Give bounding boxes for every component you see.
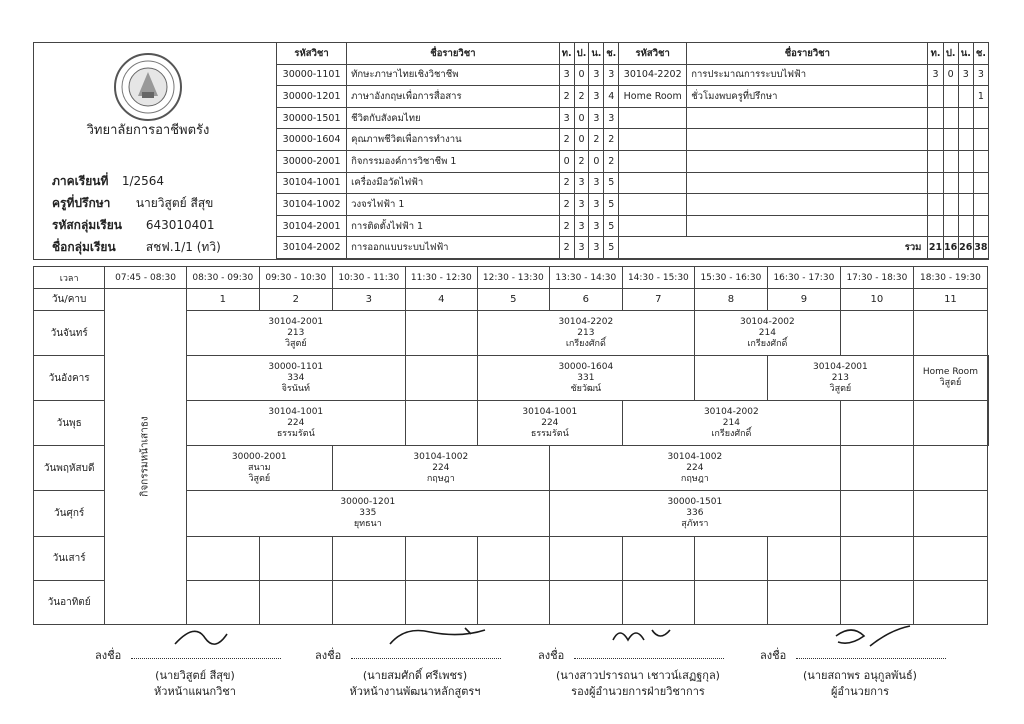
course-n: 3 [589, 64, 604, 86]
slot-code: Home Room [922, 367, 978, 377]
signature-block [538, 620, 738, 700]
signature-block [760, 620, 960, 700]
period-cell: 1 [186, 289, 259, 311]
total-label: รวม [619, 237, 928, 259]
signature-prefix: ลงชื่อ [538, 649, 565, 662]
time-cell: 12:30 - 13:30 [477, 267, 549, 289]
course-n: 3 [589, 194, 604, 216]
empty-slot [913, 401, 987, 446]
course-table-header [277, 43, 989, 65]
course-p [943, 107, 958, 129]
course-n [958, 150, 973, 172]
day-label: วันศุกร์ [34, 491, 105, 537]
morning-activity: กิจกรรมหน้าเสาธง [140, 416, 152, 497]
signature-prefix: ลงชื่อ [95, 649, 122, 662]
day-label: วันพฤหัสบดี [34, 446, 105, 491]
slot-code: 30104-1002 [413, 451, 469, 462]
course-c: 4 [604, 86, 619, 108]
signature-block [315, 620, 515, 700]
time-cell: 09:30 - 10:30 [259, 267, 332, 289]
course-t: 2 [559, 215, 574, 237]
empty-slot [840, 311, 913, 356]
course-row [277, 107, 989, 129]
course-name: กิจกรรมองค์การวิชาชีพ 1 [347, 150, 560, 172]
course-p: 3 [574, 194, 589, 216]
course-code [619, 150, 687, 172]
slot-room: 213 [831, 372, 849, 383]
course-p [943, 129, 958, 151]
period-cell: 8 [694, 289, 767, 311]
slot-code: 30104-2001 [268, 316, 324, 327]
course-code [619, 215, 687, 237]
col-name: ชื่อรายวิชา [347, 43, 560, 65]
course-code: 30000-1201 [277, 86, 347, 108]
col-t: ท. [928, 43, 943, 65]
course-name [687, 150, 928, 172]
slot-room: 224 [686, 462, 704, 473]
class-slot [186, 491, 549, 537]
signature-title: หัวหน้าแผนกวิชา [154, 685, 236, 698]
time-cell: 10:30 - 11:30 [332, 267, 405, 289]
course-c: 5 [604, 215, 619, 237]
class-slot [549, 446, 840, 491]
class-slot [913, 356, 987, 401]
course-p: 0 [943, 64, 958, 86]
empty-slot [622, 537, 694, 581]
course-name: เครื่องมือวัดไฟฟ้า [347, 172, 560, 194]
slot-room: 224 [287, 417, 305, 428]
empty-slot [988, 401, 989, 446]
course-c: 5 [604, 172, 619, 194]
class-slot [332, 446, 549, 491]
course-name: วงจรไฟฟ้า 1 [347, 194, 560, 216]
course-c: 3 [604, 107, 619, 129]
course-n [958, 86, 973, 108]
period-cell: 6 [549, 289, 622, 311]
slot-code: 30104-2002 [703, 406, 759, 417]
signature-name: (นายสถาพร อนุกูลพันธ์) [803, 669, 917, 682]
course-n: 3 [958, 64, 973, 86]
slot-room: สนาม [247, 462, 271, 473]
course-t: 3 [559, 107, 574, 129]
empty-slot [477, 537, 549, 581]
info-row-group-name: ชื่อกลุ่มเรียน สชฟ.1/1 (ทวิ) [52, 240, 221, 254]
slot-code: 30104-2002 [739, 316, 795, 327]
course-n [958, 172, 973, 194]
course-name [687, 107, 928, 129]
slot-room: 336 [686, 508, 704, 518]
course-t [928, 194, 943, 216]
empty-slot [694, 581, 767, 625]
info-row-semester: ภาคเรียนที่ 1/2564 [52, 174, 165, 188]
slot-code: 30104-1001 [268, 406, 324, 417]
course-c [973, 150, 988, 172]
schedule-table [33, 266, 989, 625]
course-n: 3 [589, 237, 604, 259]
time-cell: 13:30 - 14:30 [549, 267, 622, 289]
slot-room: 214 [722, 417, 740, 428]
period-cell: 4 [405, 289, 477, 311]
course-name: ชีวิตกับสังคมไทย [347, 107, 560, 129]
day-label: วันอาทิตย์ [34, 581, 105, 625]
slot-teacher: จิรนันท์ [281, 383, 310, 394]
slot-teacher: ชัยวัฒน์ [570, 383, 602, 394]
course-code: 30000-1101 [277, 64, 347, 86]
course-p [943, 194, 958, 216]
slot-teacher: ยุทธนา [353, 519, 382, 529]
course-name [687, 129, 928, 151]
course-p: 3 [574, 172, 589, 194]
class-slot [549, 491, 840, 537]
course-name: ภาษาอังกฤษเพื่อการสื่อสาร [347, 86, 560, 108]
course-n: 3 [589, 107, 604, 129]
col-n: น. [589, 43, 604, 65]
signature-prefix: ลงชื่อ [760, 649, 787, 662]
time-cell: 17:30 - 18:30 [840, 267, 913, 289]
course-code: Home Room [619, 86, 687, 108]
course-name: การประมาณการระบบไฟฟ้า [687, 64, 928, 86]
empty-slot [840, 491, 913, 537]
period-cell: 5 [477, 289, 549, 311]
course-c: 1 [973, 86, 988, 108]
course-name [687, 172, 928, 194]
course-t: 2 [559, 172, 574, 194]
period-cell: 10 [840, 289, 913, 311]
course-c: 3 [973, 64, 988, 86]
col-name: ชื่อรายวิชา [687, 43, 928, 65]
empty-slot [988, 356, 989, 401]
course-row [277, 129, 989, 151]
time-cell: 07:45 - 08:30 [105, 267, 186, 289]
course-name [687, 215, 928, 237]
course-row [277, 215, 989, 237]
period-cell: 11 [913, 289, 987, 311]
empty-slot [549, 581, 622, 625]
class-slot [622, 401, 840, 446]
empty-slot [767, 537, 840, 581]
handwritten-signature-icon [830, 624, 940, 658]
course-name: ทักษะภาษาไทยเชิงวิชาชีพ [347, 64, 560, 86]
course-p: 2 [574, 86, 589, 108]
slot-code: 30000-1101 [268, 361, 324, 372]
empty-slot [913, 311, 987, 356]
time-label: เวลา [34, 267, 105, 289]
empty-slot [477, 581, 549, 625]
slot-room: 224 [541, 417, 559, 428]
period-label: วัน/คาบ [34, 289, 105, 311]
info-block [52, 172, 277, 260]
col-code: รหัสวิชา [619, 43, 687, 65]
signature-line [131, 658, 281, 659]
course-n: 3 [589, 172, 604, 194]
day-label: วันพุธ [34, 401, 105, 446]
signature-line [796, 658, 946, 659]
col-c: ช. [973, 43, 988, 65]
slot-code: 30104-1001 [522, 406, 578, 417]
course-t: 3 [928, 64, 943, 86]
course-p: 0 [574, 129, 589, 151]
period-cell: 2 [259, 289, 332, 311]
slot-room: 331 [577, 372, 595, 383]
course-t: 2 [559, 194, 574, 216]
class-slot [186, 311, 405, 356]
time-cell: 16:30 - 17:30 [767, 267, 840, 289]
slot-teacher: วิสูตย์ [248, 473, 271, 484]
course-t [928, 150, 943, 172]
handwritten-signature-icon [608, 624, 718, 658]
course-t: 3 [559, 64, 574, 86]
handwritten-signature-icon [385, 624, 495, 658]
slot-teacher: เกรียงศักดิ์ [711, 428, 752, 439]
morning-activity-cell [105, 289, 186, 625]
total-t: 21 [928, 237, 943, 259]
col-code: รหัสวิชา [277, 43, 347, 65]
time-row [34, 267, 989, 289]
signature-prefix: ลงชื่อ [315, 649, 342, 662]
course-n [958, 194, 973, 216]
period-row [34, 289, 989, 311]
course-row [277, 150, 989, 172]
course-p: 0 [574, 64, 589, 86]
course-name: การติดตั้งไฟฟ้า 1 [347, 215, 560, 237]
slot-code: 30104-1002 [667, 451, 723, 462]
course-t: 2 [559, 129, 574, 151]
college-name: วิทยาลัยการอาชีพตรัง [86, 123, 210, 138]
empty-slot [186, 537, 259, 581]
empty-slot [840, 401, 913, 446]
course-c: 2 [604, 129, 619, 151]
course-code [619, 129, 687, 151]
period-cell: 9 [767, 289, 840, 311]
slot-room: 213 [577, 327, 595, 338]
course-code: 30000-1501 [277, 107, 347, 129]
course-t [928, 215, 943, 237]
course-p: 3 [574, 215, 589, 237]
info-row-group-code: รหัสกลุ่มเรียน 643010401 [52, 218, 215, 232]
class-slot [767, 356, 913, 401]
period-cell: 3 [332, 289, 405, 311]
course-name: คุณภาพชีวิตเพื่อการทำงาน [347, 129, 560, 151]
slot-teacher: เกรียงศักดิ์ [565, 338, 606, 349]
course-p: 0 [574, 107, 589, 129]
slot-room: 214 [758, 327, 776, 338]
course-n: 0 [589, 150, 604, 172]
time-cell: 08:30 - 09:30 [186, 267, 259, 289]
course-c [973, 107, 988, 129]
total-p: 16 [943, 237, 958, 259]
course-code: 30000-1604 [277, 129, 347, 151]
course-c: 3 [604, 64, 619, 86]
signature-name: (นางสาวปรารถนา เชาวน์เสฏฐกุล) [556, 669, 720, 682]
empty-slot [840, 537, 913, 581]
course-table [276, 42, 989, 259]
course-row [277, 194, 989, 216]
col-c: ช. [604, 43, 619, 65]
empty-slot [259, 581, 332, 625]
course-row [277, 172, 989, 194]
course-row [277, 86, 989, 108]
class-slot [694, 311, 840, 356]
col-t: ท. [559, 43, 574, 65]
time-cell: 14:30 - 15:30 [622, 267, 694, 289]
slot-teacher: ธรรมรัตน์ [276, 428, 315, 439]
empty-slot [332, 581, 405, 625]
slot-code: 30000-2001 [231, 451, 287, 462]
day-label: วันจันทร์ [34, 311, 105, 356]
signature-title: ผู้อำนวยการ [830, 685, 890, 698]
slot-room: 335 [359, 508, 377, 518]
course-p: 3 [574, 237, 589, 259]
signature-line [351, 658, 501, 659]
slot-code: 30000-1201 [340, 497, 396, 507]
empty-slot [694, 537, 767, 581]
college-seal-icon [113, 52, 183, 122]
course-row [277, 64, 989, 86]
slot-teacher: วิสูตย์ [829, 383, 852, 394]
course-c [973, 129, 988, 151]
empty-slot [694, 356, 767, 401]
class-slot [186, 401, 405, 446]
day-label: วันอังคาร [34, 356, 105, 401]
course-n [958, 107, 973, 129]
empty-slot [913, 581, 987, 625]
slot-code: 30000-1604 [558, 361, 614, 372]
empty-slot [259, 537, 332, 581]
course-p [943, 150, 958, 172]
course-name: การออกแบบระบบไฟฟ้า [347, 237, 560, 259]
day-label: วันเสาร์ [34, 537, 105, 581]
course-c: 2 [604, 150, 619, 172]
empty-slot [767, 581, 840, 625]
slot-teacher: เกรียงศักดิ์ [747, 338, 788, 349]
empty-slot [332, 537, 405, 581]
course-p: 2 [574, 150, 589, 172]
slot-teacher: ธรรมรัตน์ [530, 428, 569, 439]
course-code [619, 194, 687, 216]
slot-room: 213 [287, 327, 305, 338]
empty-slot [405, 311, 477, 356]
course-code: 30000-2001 [277, 150, 347, 172]
course-n: 2 [589, 129, 604, 151]
course-t: 0 [559, 150, 574, 172]
slot-teacher: กฤษฎา [426, 473, 455, 484]
class-slot [477, 356, 694, 401]
course-c [973, 215, 988, 237]
course-code: 30104-2202 [619, 64, 687, 86]
course-c: 5 [604, 237, 619, 259]
empty-slot [913, 446, 987, 491]
slot-teacher: กฤษฎา [680, 473, 709, 484]
class-slot [186, 356, 405, 401]
course-n [958, 129, 973, 151]
signature-title: รองผู้อำนวยการฝ่ายวิชาการ [571, 685, 705, 698]
col-n: น. [958, 43, 973, 65]
course-c [973, 172, 988, 194]
period-cell: 7 [622, 289, 694, 311]
class-slot [186, 446, 332, 491]
empty-slot [405, 356, 477, 401]
signature-title: หัวหน้างานพัฒนาหลักสูตรฯ [349, 685, 481, 698]
slot-teacher: วิสูตย์ [939, 378, 962, 388]
empty-slot [186, 581, 259, 625]
course-code: 30104-1002 [277, 194, 347, 216]
class-slot [477, 311, 694, 356]
signature-name: (นายวิสูตย์ สีสุข) [155, 669, 235, 682]
slot-teacher: สุภัทรา [681, 519, 709, 529]
time-cell: 18:30 - 19:30 [913, 267, 987, 289]
total-c: 38 [973, 237, 988, 259]
course-code: 30104-2001 [277, 215, 347, 237]
slot-code: 30000-1501 [667, 497, 723, 507]
empty-slot [405, 537, 477, 581]
slot-room: 224 [432, 462, 450, 473]
course-p [943, 172, 958, 194]
col-p: ป. [943, 43, 958, 65]
course-c [973, 194, 988, 216]
signature-block [95, 620, 295, 700]
info-row-advisor: ครูที่ปรึกษา นายวิสูตย์ สีสุข [52, 196, 214, 210]
signature-name: (นายสมศักดิ์ ศรีเพชร) [362, 669, 468, 682]
signature-line [574, 658, 724, 659]
course-p [943, 215, 958, 237]
course-n [958, 215, 973, 237]
course-code: 30104-2002 [277, 237, 347, 259]
slot-teacher: วิสูตย์ [284, 338, 307, 349]
course-t [928, 107, 943, 129]
course-p [943, 86, 958, 108]
empty-slot [913, 537, 987, 581]
empty-slot [405, 401, 477, 446]
slot-code: 30104-2202 [558, 316, 614, 327]
course-code [619, 172, 687, 194]
col-p: ป. [574, 43, 589, 65]
time-cell: 11:30 - 12:30 [405, 267, 477, 289]
course-t: 2 [559, 86, 574, 108]
empty-slot [549, 537, 622, 581]
time-cell: 15:30 - 16:30 [694, 267, 767, 289]
course-n: 3 [589, 215, 604, 237]
course-t [928, 86, 943, 108]
empty-slot [622, 581, 694, 625]
empty-slot [913, 491, 987, 537]
course-c: 5 [604, 194, 619, 216]
course-name [687, 194, 928, 216]
total-n: 26 [958, 237, 973, 259]
handwritten-signature-icon [165, 624, 275, 658]
course-t [928, 172, 943, 194]
course-name: ชั่วโมงพบครูที่ปรึกษา [687, 86, 928, 108]
course-code [619, 107, 687, 129]
course-row [277, 237, 989, 259]
course-t: 2 [559, 237, 574, 259]
slot-code: 30104-2001 [812, 361, 868, 372]
empty-slot [840, 446, 913, 491]
empty-slot [405, 581, 477, 625]
slot-room: 334 [287, 372, 305, 383]
empty-slot [840, 581, 913, 625]
course-t [928, 129, 943, 151]
class-slot [477, 401, 622, 446]
course-n: 3 [589, 86, 604, 108]
course-code: 30104-1001 [277, 172, 347, 194]
